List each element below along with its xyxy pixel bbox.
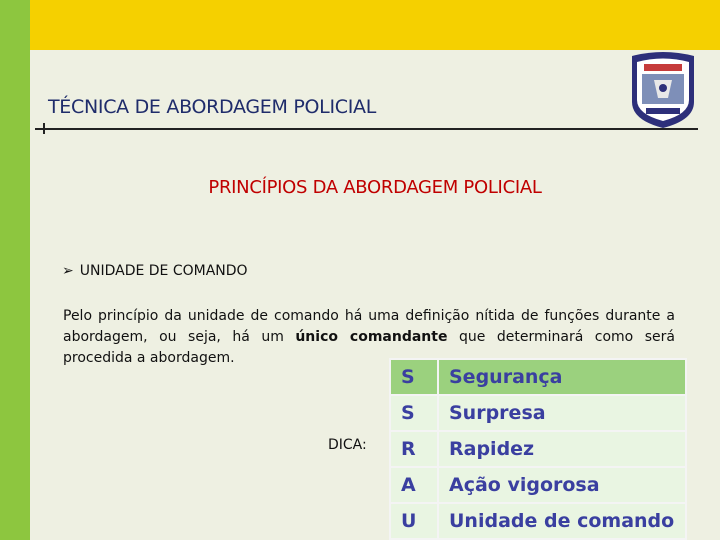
paragraph-text: Pelo princípio da unidade de comando há uma definição nítida de funções durante a abordagem, ou seja, há um	[63, 308, 675, 345]
bullet-text: UNIDADE DE COMANDO	[79, 263, 248, 279]
top-accent-bar	[30, 0, 720, 50]
slide-title: TÉCNICA DE ABORDAGEM POLICIAL	[48, 96, 377, 118]
arrow-bullet-icon: ➢	[62, 263, 74, 279]
table-row	[390, 395, 686, 431]
acronym-letter: A	[390, 467, 438, 503]
table-row	[390, 359, 686, 395]
acronym-word: Unidade de comando	[438, 503, 686, 539]
acronym-letter: S	[390, 395, 438, 431]
acronym-letter: S	[390, 359, 438, 395]
acronym-word: Surpresa	[438, 395, 686, 431]
acronym-table	[389, 358, 687, 540]
table-row	[390, 503, 686, 539]
dica-label: DICA:	[328, 437, 367, 453]
police-crest-icon	[628, 50, 698, 130]
acronym-word: Rapidez	[438, 431, 686, 467]
bullet-item	[62, 263, 248, 279]
paragraph-bold-text: único comandante	[295, 329, 448, 345]
acronym-letter: U	[390, 503, 438, 539]
acronym-word: Ação vigorosa	[438, 467, 686, 503]
title-rule	[35, 128, 698, 130]
table-row	[390, 431, 686, 467]
paragraph-text-end: que determinará como será procedida a abordagem.	[63, 329, 675, 366]
acronym-word: Segurança	[438, 359, 686, 395]
acronym-letter: R	[390, 431, 438, 467]
section-heading: PRINCÍPIOS DA ABORDAGEM POLICIAL	[208, 177, 542, 198]
table-row	[390, 467, 686, 503]
left-accent-bar	[0, 0, 30, 540]
